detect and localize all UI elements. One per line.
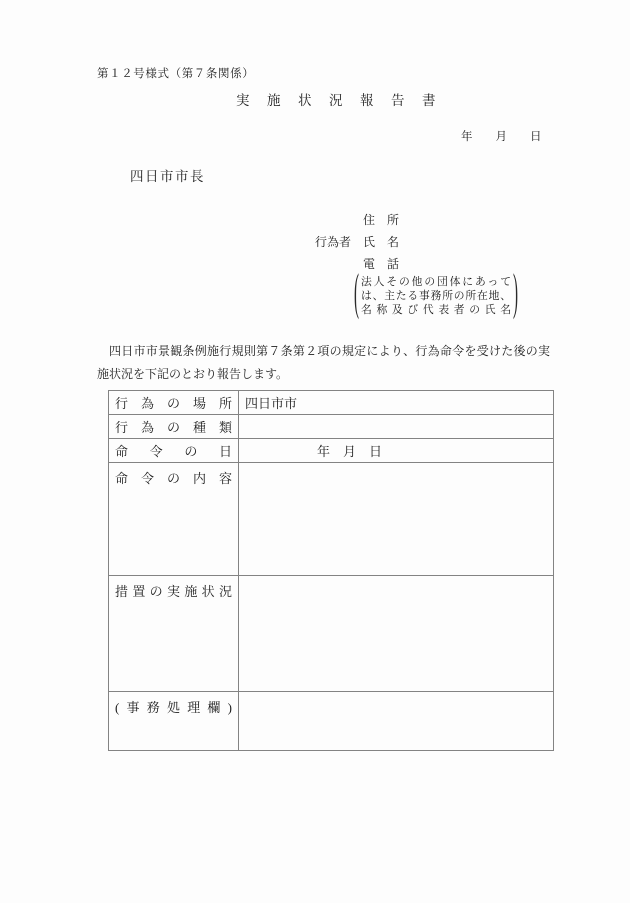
row-label-implementation-status: 措置の実施状況	[109, 576, 239, 692]
row-label-type-of-act: 行為の種類	[109, 415, 239, 439]
row-label-office-use: (事務処理欄)	[109, 692, 239, 751]
row-value-type-of-act	[239, 415, 554, 439]
corporate-note-line: 法人その他の団体にあって	[361, 276, 511, 288]
row-value-order-content	[239, 463, 554, 576]
close-paren-glyph: )	[513, 267, 518, 323]
applicant-phone-label: 電 話	[363, 257, 400, 271]
row-value-place-of-act: 四日市市	[239, 391, 554, 415]
corporate-note-line: 名称及び代表者の氏名	[361, 303, 511, 316]
row-value-office-use	[239, 692, 554, 751]
corporate-note	[354, 267, 518, 323]
row-value-order-date: 年 月 日	[239, 439, 554, 463]
document-title: 実 施 状 況 報 告 書	[236, 93, 438, 108]
table-row	[109, 415, 554, 439]
row-label-order-date: 命令の日	[109, 439, 239, 463]
table-row	[109, 391, 554, 415]
table-row	[109, 463, 554, 576]
addressee-mayor: 四日市市長	[130, 169, 205, 184]
row-label-place-of-act: 行為の場所	[109, 391, 239, 415]
corporate-note-text	[361, 276, 511, 317]
row-value-implementation-status	[239, 576, 554, 692]
applicant-address-label: 住 所	[363, 213, 400, 227]
table-row	[109, 576, 554, 692]
applicant-name-label: 氏 名	[363, 235, 400, 249]
corporate-note-line: は、主たる事務所の所在地、	[361, 289, 511, 302]
applicant-prefix-label: 行為者	[315, 235, 352, 249]
report-date-line: 年 月 日	[461, 131, 542, 143]
table-row	[109, 439, 554, 463]
body-paragraph: 四日市市景観条例施行規則第７条第２項の規定により、行為命令を受けた後の実施状況を下記のとおり報告します。	[97, 344, 550, 381]
form-number: 第１２号様式（第７条関係）	[97, 68, 255, 80]
open-paren-glyph: (	[354, 267, 359, 323]
report-table	[108, 390, 554, 751]
row-label-order-content: 命令の内容	[109, 463, 239, 576]
table-row	[109, 692, 554, 751]
